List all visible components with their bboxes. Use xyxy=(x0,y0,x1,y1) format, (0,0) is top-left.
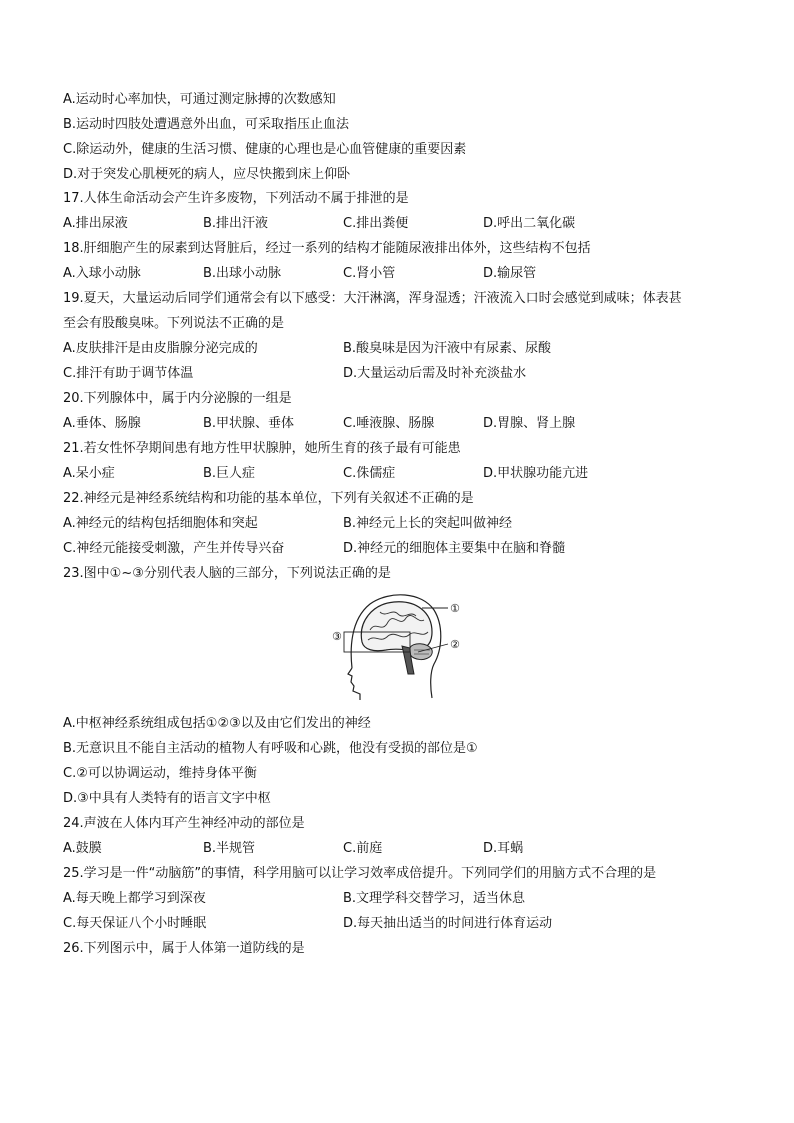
brain-diagram xyxy=(330,590,466,700)
face-profile xyxy=(348,668,360,700)
q16-option-c: C.除运动外，健康的生活习惯、健康的心理也是心血管健康的重要因素 xyxy=(63,142,467,157)
question-22: 22.神经元是神经系统结构和功能的基本单位，下列有关叙述不正确的是 xyxy=(63,491,474,506)
q19-option-d: D.大量运动后需及时补充淡盐水 xyxy=(343,366,527,381)
q19-option-b: B.酸臭味是因为汗液中有尿素、尿酸 xyxy=(343,341,552,356)
q20-option-b: B.甲状腺、垂体 xyxy=(203,416,295,431)
q22-option-d: D.神经元的细胞体主要集中在脑和脊髓 xyxy=(343,541,566,556)
q18-option-c: C.肾小管 xyxy=(343,266,396,281)
q23-option-a: A.中枢神经系统组成包括①②③以及由它们发出的神经 xyxy=(63,716,371,731)
brain-diagram-svg xyxy=(330,590,466,700)
question-24: 24.声波在人体内耳产生神经冲动的部位是 xyxy=(63,816,305,831)
q25-option-b: B.文理学科交替学习，适当休息 xyxy=(343,891,526,906)
q16-option-d: D.对于突发心肌梗死的病人，应尽快搬到床上仰卧 xyxy=(63,167,351,182)
question-25: 25.学习是一件“动脑筋”的事情，科学用脑可以让学习效率成倍提升。下列同学们的用脑方式不合理的是 xyxy=(63,866,657,881)
question-21: 21.若女性怀孕期间患有地方性甲状腺肿，她所生育的孩子最有可能患 xyxy=(63,441,461,456)
q17-option-a: A.排出尿液 xyxy=(63,216,128,231)
q18-option-a: A.入球小动脉 xyxy=(63,266,141,281)
q25-option-d: D.每天抽出适当的时间进行体育运动 xyxy=(343,916,553,931)
label-3: ③ xyxy=(332,630,342,643)
q18-option-d: D.输尿管 xyxy=(483,266,537,281)
q25-option-c: C.每天保证八个小时睡眠 xyxy=(63,916,207,931)
question-19-line-2: 至会有股酸臭味。下列说法不正确的是 xyxy=(63,316,285,331)
label-2: ② xyxy=(450,638,460,651)
q20-option-c: C.唾液腺、肠腺 xyxy=(343,416,435,431)
q24-option-d: D.耳蜗 xyxy=(483,841,524,856)
q23-option-c: C.②可以协调运动，维持身体平衡 xyxy=(63,766,257,781)
q18-option-b: B.出球小动脉 xyxy=(203,266,282,281)
q25-option-a: A.每天晚上都学习到深夜 xyxy=(63,891,206,906)
q19-option-c: C.排汗有助于调节体温 xyxy=(63,366,194,381)
q17-option-b: B.排出汗液 xyxy=(203,216,269,231)
q17-option-c: C.排出粪便 xyxy=(343,216,409,231)
q22-option-b: B.神经元上长的突起叫做神经 xyxy=(343,516,513,531)
question-23: 23.图中①~③分别代表人脑的三部分，下列说法正确的是 xyxy=(63,566,391,581)
q24-option-b: B.半规管 xyxy=(203,841,256,856)
q21-option-b: B.巨人症 xyxy=(203,466,256,481)
q24-option-c: C.前庭 xyxy=(343,841,383,856)
q22-option-c: C.神经元能接受刺激，产生并传导兴奋 xyxy=(63,541,285,556)
q17-option-d: D.呼出二氧化碳 xyxy=(483,216,576,231)
q22-option-a: A.神经元的结构包括细胞体和突起 xyxy=(63,516,258,531)
q16-option-a: A.运动时心率加快，可通过测定脉搏的次数感知 xyxy=(63,92,336,107)
q20-option-a: A.垂体、肠腺 xyxy=(63,416,141,431)
q23-option-d: D.③中具有人类特有的语言文字中枢 xyxy=(63,791,271,806)
q24-option-a: A.鼓膜 xyxy=(63,841,102,856)
question-26: 26.下列图示中，属于人体第一道防线的是 xyxy=(63,941,305,956)
q23-option-b: B.无意识且不能自主活动的植物人有呼吸和心跳，他没有受损的部位是① xyxy=(63,741,478,756)
question-17: 17.人体生命活动会产生许多废物，下列活动不属于排泄的是 xyxy=(63,191,409,206)
question-19-line-1: 19.夏天，大量运动后同学们通常会有以下感受：大汗淋漓，浑身湿透；汗液流入口时会感觉到咸味；体表甚 xyxy=(63,291,682,306)
q21-option-a: A.呆小症 xyxy=(63,466,115,481)
q21-option-d: D.甲状腺功能亢进 xyxy=(483,466,589,481)
question-18: 18.肝细胞产生的尿素到达肾脏后，经过一系列的结构才能随尿液排出体外，这些结构不包括 xyxy=(63,241,591,256)
question-20: 20.下列腺体中，属于内分泌腺的一组是 xyxy=(63,391,292,406)
q19-option-a: A.皮肤排汗是由皮脂腺分泌完成的 xyxy=(63,341,258,356)
q20-option-d: D.胃腺、肾上腺 xyxy=(483,416,576,431)
q16-option-b: B.运动时四肢处遭遇意外出血，可采取指压止血法 xyxy=(63,117,350,132)
label-1: ① xyxy=(450,602,460,615)
q21-option-c: C.侏儒症 xyxy=(343,466,396,481)
